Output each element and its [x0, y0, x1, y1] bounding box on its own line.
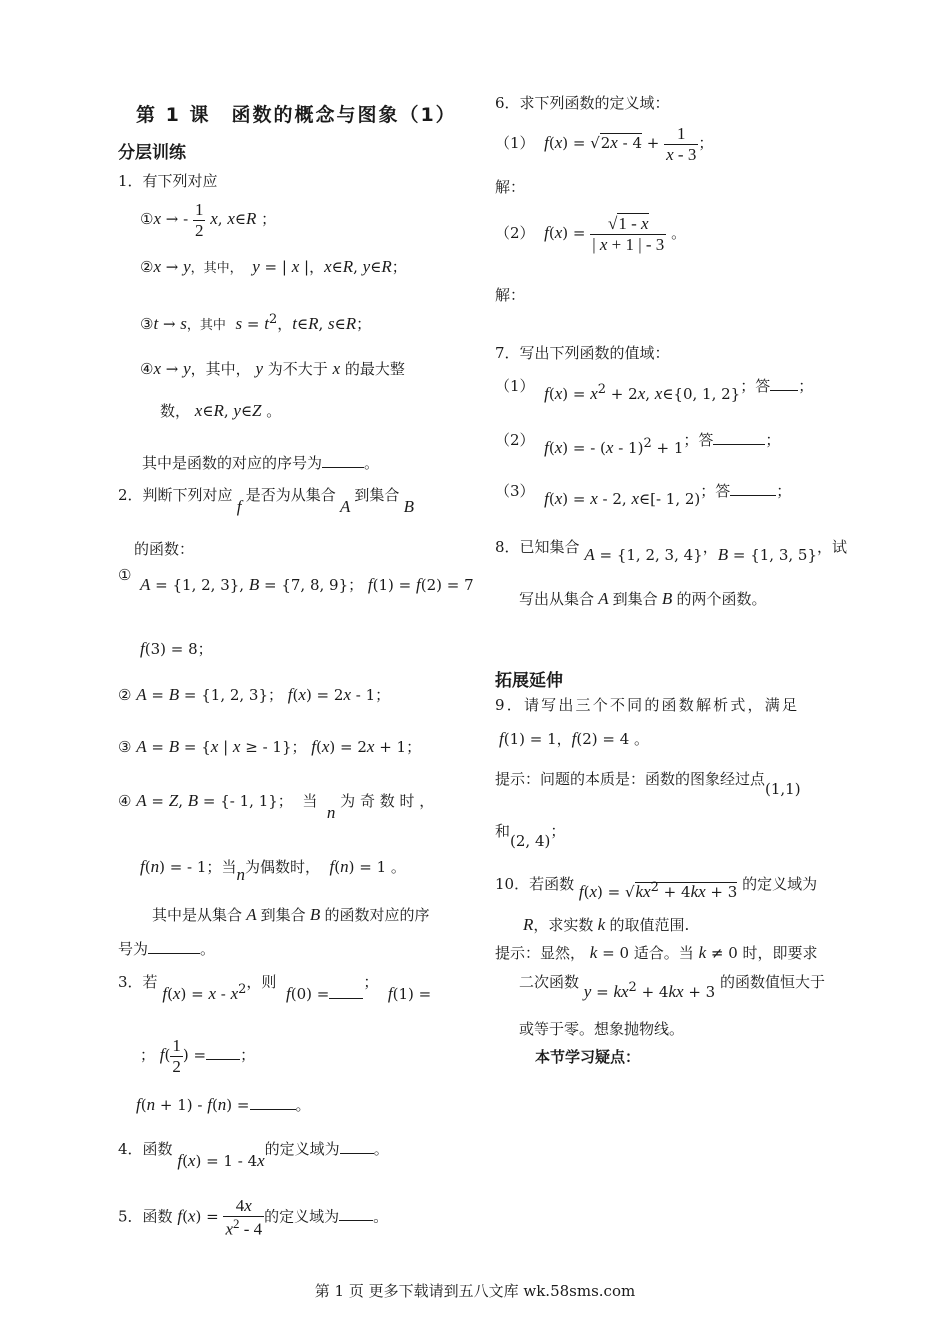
q5: 5．函数 f(x) = $\frac{4x}{x^2 - 4}$ 的定义域为 。: [118, 1196, 389, 1239]
q1-item-1: ①x → - $\frac{1}{2}$ x, x∈R ；: [140, 200, 277, 240]
q6-solution-2: 解：: [495, 286, 526, 304]
q10-hint-1: 提示：显然， k = 0 适合。当 k ≠ 0 时，即要求: [495, 943, 818, 962]
q6-stem: 6．求下列函数的定义域：: [495, 94, 670, 112]
q2-stem-cont: 的函数：: [134, 540, 195, 558]
q2-item-1-cont: f(3) = 8；: [140, 639, 213, 658]
q5-answer-blank[interactable]: [339, 1206, 373, 1221]
q3-line-3: f(n + 1) - f(n) = 。: [136, 1095, 311, 1114]
q7-stem: 7．写出下列函数的值域：: [495, 344, 670, 362]
q2-item-2: ② A = B = {1, 2, 3}； f(x) = 2x - 1；: [118, 685, 391, 704]
section-extension: 拓展延伸: [495, 671, 563, 691]
q7-part-1: （1） $f(x) = x^2 + 2x$, x∈{0, 1, 2}；答 ；: [495, 377, 814, 403]
q9-hint: 提示：问题的本质是：函数的图象经过点(1,1): [495, 770, 801, 798]
q1-answer: 其中是函数的对应的序号为 。: [142, 454, 380, 472]
q2-item-4-cont: f(n) = - 1；当n为偶数时， f(n) = 1 。: [140, 857, 406, 884]
q2-item-3: ③ A = B = {x | x ≥ - 1}； f(x) = 2x + 1；: [118, 737, 422, 756]
q1-item-4-cont: 数， x∈R, y∈Z 。: [160, 401, 282, 420]
q9-hint-cont: 和(2, 4)；: [495, 822, 566, 850]
q3-blank-3[interactable]: [250, 1095, 296, 1110]
section-practice: 分层训练: [118, 143, 186, 163]
q7-part-3: （3） f(x) = x - 2, x∈[- 1, 2)；答 ；: [495, 482, 792, 508]
q6-part-1: （1） f(x) = √2x - 4 + $\frac{1}{x - 3}$ ；: [495, 124, 714, 164]
q1-answer-blank[interactable]: [322, 453, 364, 468]
q1-item-3: ③t → s，其中 $s = t^2$，t∈R, s∈R；: [140, 312, 372, 333]
section-doubts: 本节学习疑点：: [535, 1048, 641, 1066]
page-title: 第 1 课 函数的概念与图象（1）: [136, 104, 457, 126]
q10-hint-3: 或等于零。想象抛物线。: [519, 1020, 685, 1038]
q3-line-2: ； f( $\frac{1}{2}$ ) = ；: [140, 1036, 256, 1076]
q2-answer-cont: 号为 。: [118, 940, 216, 958]
q2-stem: 2．判断下列对应 f 是否为从集合 A 到集合 B: [118, 486, 415, 516]
q10-line-1: 10．若函数 $f(x) = √kx^2 + 4kx + 3$ 的定义域为: [495, 875, 818, 901]
q2-answer-blank[interactable]: [148, 939, 200, 954]
q2-answer: 其中是从集合 A 到集合 B 的函数对应的序: [152, 905, 430, 924]
q3-blank-1[interactable]: [329, 984, 363, 999]
q8-line-1: 8．已知集合 A = {1, 2, 3, 4}，B = {1, 3, 5}，试: [495, 538, 848, 564]
q2-item-1: ① A = {1, 2, 3}, B = {7, 8, 9}； f(1) = f(2) = 7: [118, 566, 474, 594]
q1-item-4: ④x → y，其中， y 为不大于 x 的最大整: [140, 359, 405, 378]
q10-line-2: R，求实数 k 的取值范围.: [523, 915, 690, 934]
q10-hint-2: 二次函数 $y = kx^2 + 4kx + 3$ 的函数值恒大于: [519, 973, 826, 1001]
q4-answer-blank[interactable]: [340, 1139, 374, 1154]
q6-solution-1: 解：: [495, 178, 526, 196]
q9-conditions: f(1) = 1，f(2) = 4 。: [499, 729, 650, 748]
q7-answer-blank-1[interactable]: [770, 376, 798, 391]
q7-answer-blank-2[interactable]: [713, 430, 765, 445]
q3-line-1: 3．若 $f(x) = x - x^2$，则 f(0) =； f(1) =: [118, 973, 432, 1003]
q6-part-2: （2） f(x) = $\frac{√1 - x}{| x + 1 | - 3}$ 。: [495, 214, 687, 254]
q2-item-4: ④ A = Z, B = {- 1, 1}； 当 n 为 奇 数 时 ，: [118, 791, 435, 822]
page-footer: 第 1 页 更多下载请到五八文库 wk.58sms.com: [314, 1282, 636, 1300]
q7-answer-blank-3[interactable]: [730, 481, 776, 496]
q8-line-2: 写出从集合 A 到集合 B 的两个函数。: [519, 589, 767, 608]
q1-item-2: ②x → y，其中， y = | x |，x∈R, y∈R；: [140, 257, 407, 276]
q9-stem: 9．请写出三个不同的函数解析式，满足: [495, 696, 800, 714]
q4: 4．函数 f(x) = 1 - 4x的定义域为 。: [118, 1140, 389, 1170]
q3-blank-2[interactable]: [206, 1045, 240, 1060]
q1-stem: 1．有下列对应: [118, 172, 218, 190]
q7-part-2: （2） f(x) = - (x - 1)$^2$ + 1；答 ；: [495, 431, 781, 457]
